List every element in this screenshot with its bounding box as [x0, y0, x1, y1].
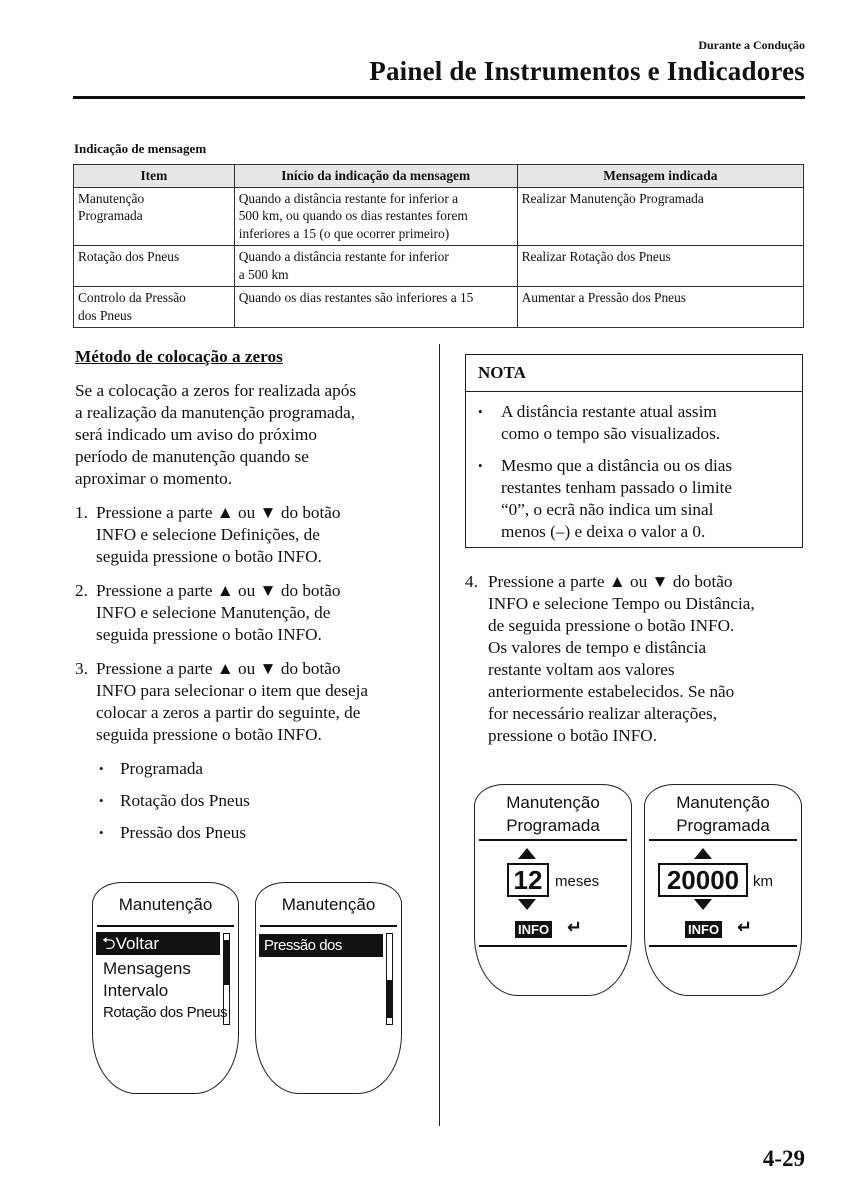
display-scheduled-distance	[644, 784, 802, 996]
note-box: NOTA • A distância restante atual assim como o tempo são visualizados. • Mesmo que a distância ou os dias restantes tenham passado o limite “0”, o ecrã não indica um sinal menos (–) e deixa o valor a 0.	[465, 354, 803, 548]
screen-divider	[649, 945, 797, 947]
menu-item[interactable]: Rotação dos Pneus	[103, 1004, 228, 1021]
menu-list	[103, 958, 227, 1024]
scrollbar-thumb[interactable]	[387, 980, 392, 1018]
screen-title: Programada	[676, 816, 770, 835]
months-unit: meses	[555, 873, 600, 890]
table-header-message: Mensagem indicada	[517, 165, 803, 188]
months-value: 12	[507, 863, 549, 897]
display-menu-maintenance	[92, 882, 239, 1094]
section-heading: Método de colocação a zeros	[75, 347, 283, 366]
back-icon: ⮌	[102, 934, 116, 953]
scrollbar[interactable]	[386, 933, 393, 1025]
screen-title: Manutenção	[506, 793, 600, 812]
column-divider	[439, 344, 440, 1126]
table-header-start: Início da indicação da mensagem	[234, 165, 517, 188]
screen-title: Manutenção	[281, 895, 376, 914]
screen-title: Manutenção	[118, 895, 213, 914]
menu-item[interactable]: Intervalo	[103, 981, 169, 1000]
info-button-icon: INFO	[685, 921, 722, 938]
screen-divider	[649, 839, 797, 841]
down-arrow-icon	[694, 899, 712, 910]
table-cell-item: Rotação dos Pneus	[74, 246, 235, 287]
distance-value: 20000	[658, 863, 748, 897]
screen-divider	[479, 839, 627, 841]
down-arrow-icon	[518, 899, 536, 910]
screen-title: Manutenção	[676, 793, 770, 812]
page-title: Painel de Instrumentos e Indicadores	[369, 56, 805, 86]
enter-icon: ↵	[567, 917, 583, 937]
table-caption: Indicação de mensagem	[74, 141, 207, 156]
table-cell-message: Realizar Manutenção Programada	[517, 187, 803, 246]
table-cell-start: Quando a distância restante for inferior a 500 km, ou quando os dias restantes forem inferiores a 15 (o que ocorrer primeiro)	[234, 187, 517, 246]
page-number: 4-29	[762, 1146, 805, 1171]
menu-item[interactable]: Mensagens	[103, 959, 191, 978]
display-scheduled-time	[474, 784, 632, 996]
distance-unit: km	[753, 873, 773, 890]
screen-divider	[97, 925, 234, 927]
section-label: Durante a Condução	[698, 38, 805, 52]
table-cell-message: Aumentar a Pressão dos Pneus	[517, 287, 803, 328]
screen-title: Programada	[506, 816, 600, 835]
scrollbar[interactable]	[223, 933, 230, 1025]
table-header-row	[74, 165, 804, 188]
note-title: NOTA	[466, 355, 802, 392]
screen-divider	[260, 925, 397, 927]
intro-paragraph: Se a colocação a zeros for realizada após a realização da manutenção programada, será indicado um aviso do próximo período de manutenção quando se aproximar o momento.	[75, 381, 357, 488]
enter-icon: ↵	[737, 917, 753, 937]
message-table	[73, 164, 804, 328]
table-cell-start: Quando a distância restante for inferior a 500 km	[234, 246, 517, 287]
table-cell-start: Quando os dias restantes são inferiores a 15	[234, 287, 517, 328]
table-row	[74, 246, 804, 287]
table-cell-message: Realizar Rotação dos Pneus	[517, 246, 803, 287]
table-cell-item: Manutenção Programada	[74, 187, 235, 246]
title-rule	[73, 96, 805, 99]
menu-item-selected[interactable]: ⮌Voltar	[96, 932, 220, 955]
screen-divider	[479, 945, 627, 947]
display-menu-tire-pressure	[255, 882, 402, 1094]
up-arrow-icon	[518, 848, 536, 859]
table-row	[74, 287, 804, 328]
info-button-icon: INFO	[515, 921, 552, 938]
scrollbar-thumb[interactable]	[224, 940, 229, 985]
up-arrow-icon	[694, 848, 712, 859]
table-row	[74, 187, 804, 246]
item-bullets: • Programada • Rotação dos Pneus • Pressão dos Pneus	[99, 759, 250, 842]
menu-item-selected[interactable]: Pressão dos Pneus	[259, 934, 383, 957]
table-header-item: Item	[74, 165, 235, 188]
steps-list: 1. Pressione a parte ▲ ou ▼ do botão INFO e selecione Definições, de seguida pressione o botão INFO. 2. Pressione a parte ▲ ou ▼ do botão INFO e selecione Manutenção, de seguida pressione o botão INFO. 3. Pressione a parte ▲ ou ▼ do botão INFO para selecionar o item que deseja colocar a zeros a partir do seguinte, de seguida pressione o botão INFO.	[75, 503, 369, 744]
table-cell-item: Controlo da Pressão dos Pneus	[74, 287, 235, 328]
